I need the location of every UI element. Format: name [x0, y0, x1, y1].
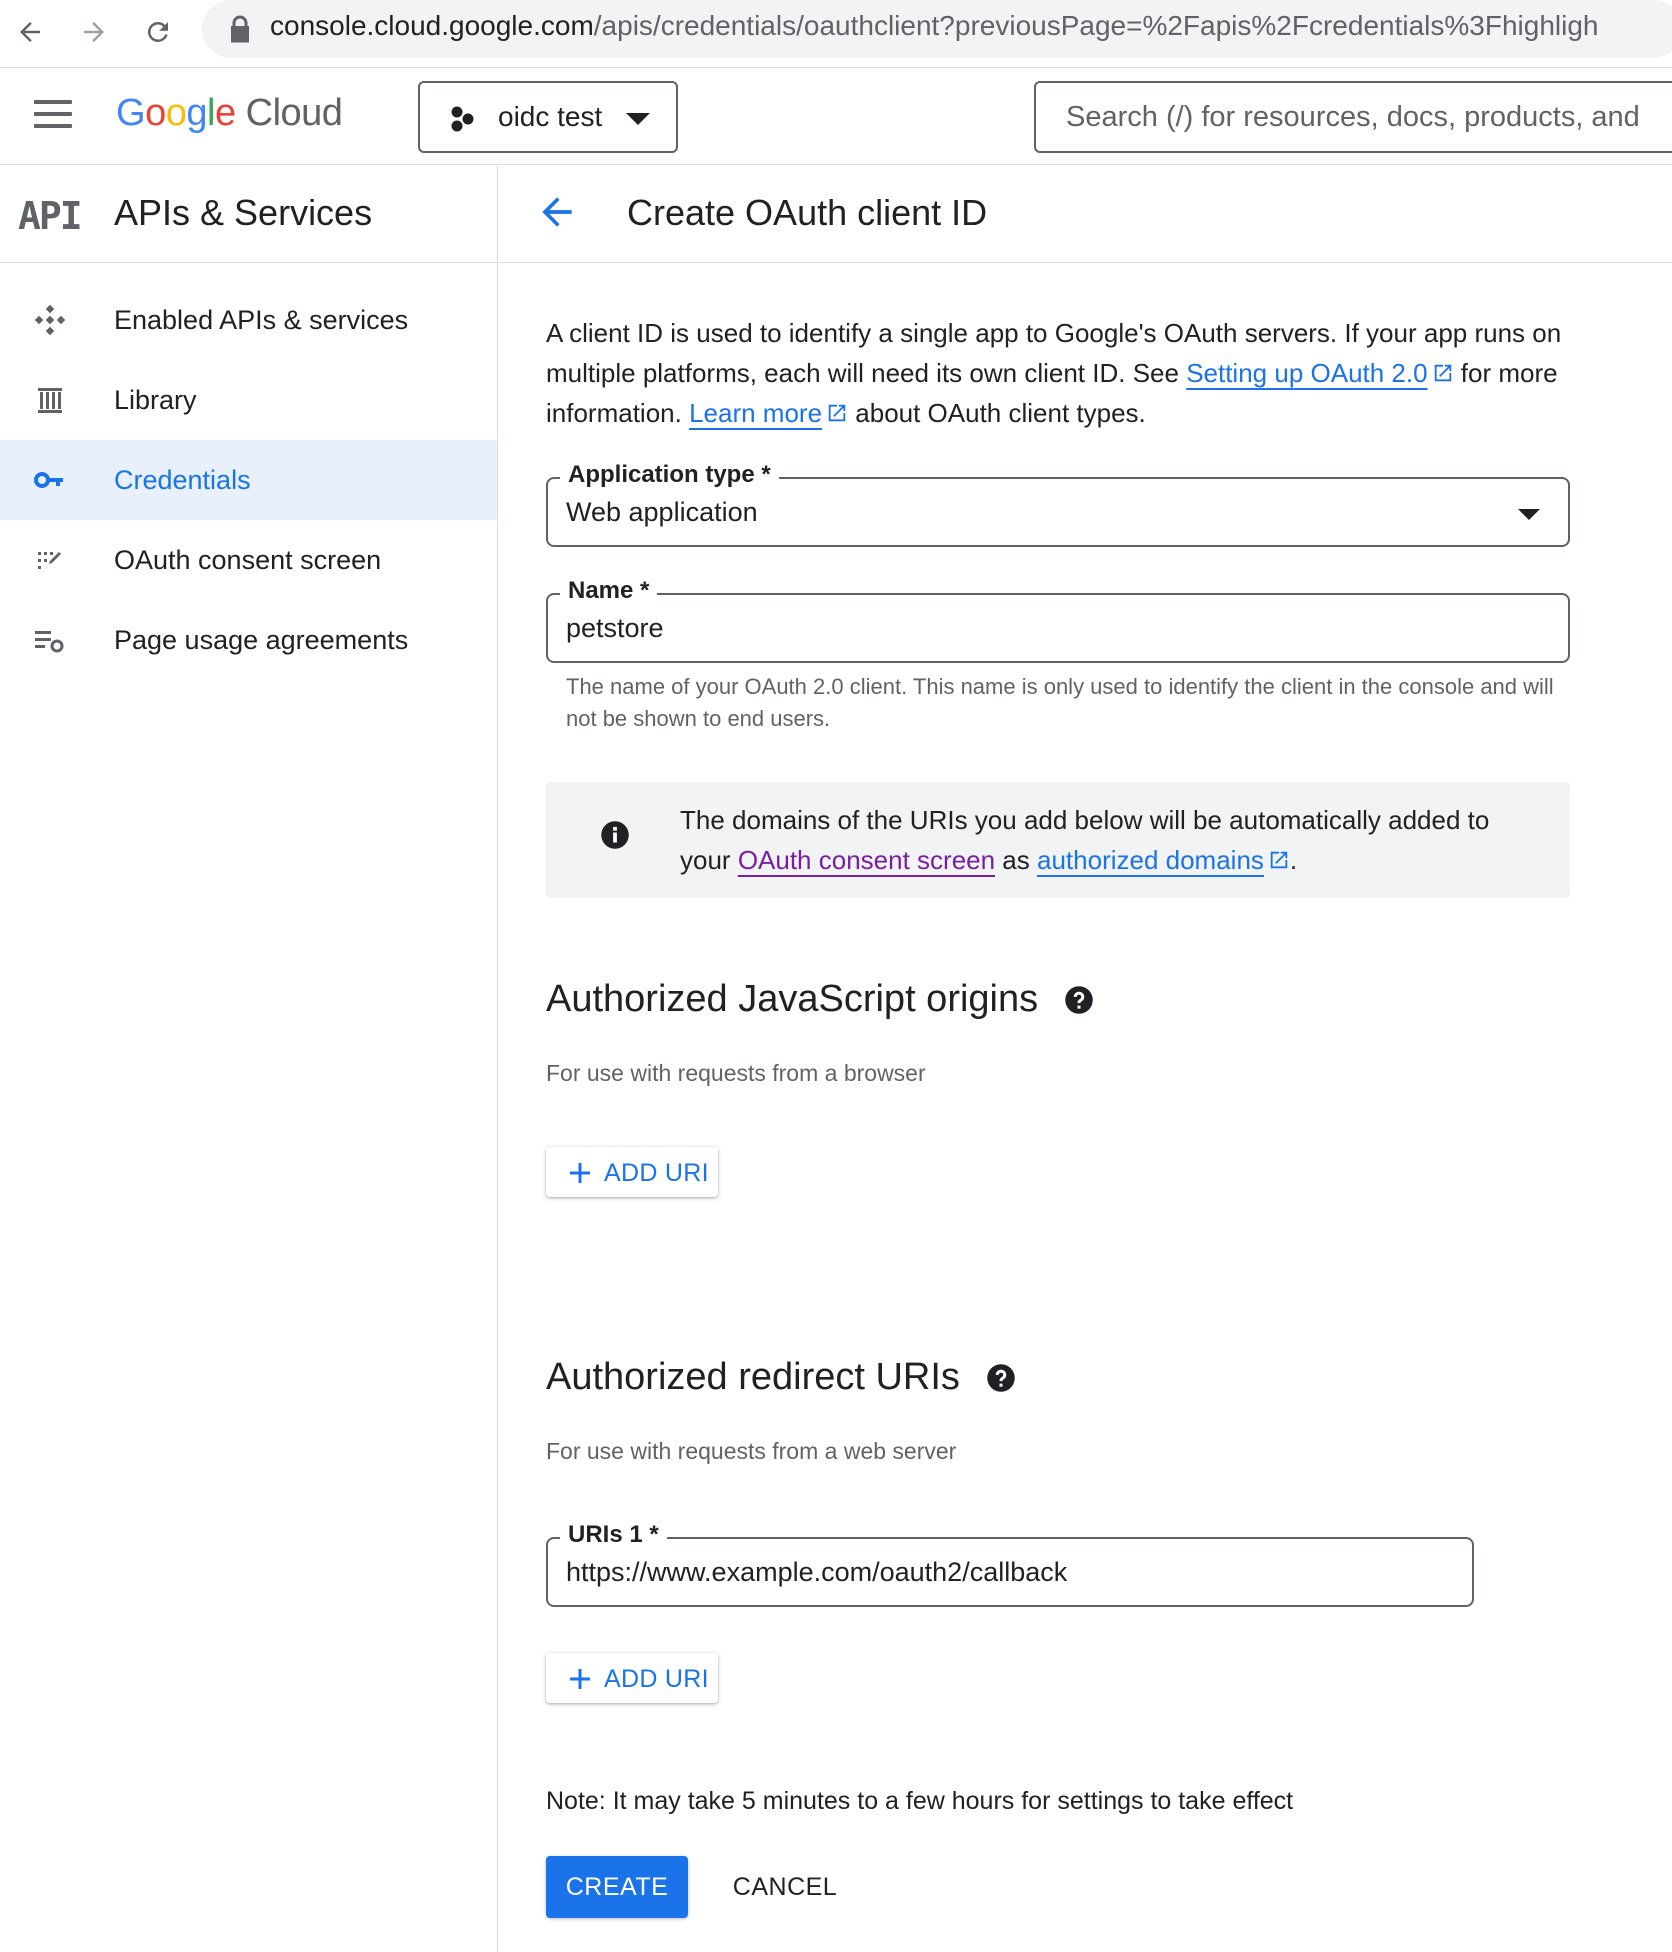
sidebar-item-credentials[interactable]: [0, 440, 497, 520]
sidebar-header: [0, 166, 497, 263]
browser-toolbar: [0, 0, 1672, 68]
lock-icon: [228, 14, 252, 44]
sidebar-item-label: Page usage agreements: [114, 625, 409, 655]
info-text-part: as: [995, 845, 1037, 875]
redirect-uris-subtitle: For use with requests from a web server: [546, 1438, 957, 1464]
key-icon: [32, 464, 68, 496]
info-text-part: The domains of the URIs you add below will be automatically added to your: [680, 805, 1490, 875]
add-redirect-uri-button[interactable]: [546, 1653, 718, 1703]
logo-letter: o: [165, 92, 187, 134]
logo-letter: g: [186, 92, 207, 134]
add-uri-label: ADD URI: [604, 1159, 709, 1187]
library-icon: [32, 384, 68, 416]
url-host: console.cloud.google.com: [270, 10, 594, 41]
redirect-uris-heading: [546, 1356, 1016, 1399]
info-text: [680, 800, 1540, 880]
project-name: oidc test: [498, 101, 603, 132]
logo-letter: e: [214, 92, 236, 134]
api-logo-icon: API: [18, 194, 81, 238]
caret-down-icon: [626, 113, 650, 125]
address-bar[interactable]: [202, 0, 1672, 58]
info-banner: [546, 782, 1570, 898]
create-button[interactable]: CREATE: [546, 1856, 688, 1918]
intro-text-part: A client ID is used to identify a single app to Google's OAuth servers. If your app runs on multiple platforms, each will need its own client ID. See: [546, 318, 1562, 388]
oauth-consent-screen-link[interactable]: OAuth consent screen: [737, 845, 996, 875]
logo-cloud-text: Cloud: [245, 92, 343, 134]
add-uri-label: ADD URI: [604, 1665, 709, 1693]
add-js-origin-uri-button[interactable]: [546, 1147, 718, 1197]
learn-more-link[interactable]: Learn more: [689, 398, 823, 428]
settings-note: Note: It may take 5 minutes to a few hours for settings to take effect: [546, 1787, 1294, 1815]
logo-letter: l: [206, 92, 215, 134]
sidebar-item-library[interactable]: [0, 360, 497, 440]
redirect-uri-1-field[interactable]: [546, 1521, 1474, 1607]
external-link-icon: [826, 402, 848, 424]
url-text: [270, 10, 1598, 42]
js-origins-subtitle: For use with requests from a browser: [546, 1060, 926, 1086]
browser-forward-button[interactable]: [66, 4, 122, 60]
js-origins-heading: [546, 978, 1094, 1021]
arrow-right-icon: [79, 17, 109, 47]
info-text-part: .: [1289, 845, 1298, 875]
sidebar-item-label: OAuth consent screen: [114, 545, 382, 575]
cancel-button[interactable]: CANCEL: [732, 1872, 838, 1901]
browser-back-button[interactable]: [2, 4, 58, 60]
help-icon[interactable]: [986, 1363, 1016, 1393]
enabled-apis-icon: [32, 304, 68, 336]
reload-icon: [143, 17, 173, 47]
application-type-value: Web application: [566, 497, 758, 527]
project-selector[interactable]: [418, 81, 678, 153]
page-header: [499, 166, 1672, 263]
sidebar-item-label: Enabled APIs & services: [114, 305, 409, 335]
logo-letter: G: [116, 92, 146, 134]
sidebar-item-label: Credentials: [114, 465, 251, 495]
logo-letter: o: [145, 92, 166, 134]
caret-down-icon: [1518, 509, 1540, 520]
application-type-label: Application type *: [560, 461, 779, 489]
arrow-left-icon: [15, 17, 45, 47]
hamburger-menu-icon[interactable]: [34, 100, 72, 130]
url-path: /apis/credentials/oauthclient?previousPage=%2Fapis%2Fcredentials%3Fhighligh: [593, 10, 1599, 41]
search-input[interactable]: [1066, 95, 1666, 139]
google-cloud-logo[interactable]: [116, 92, 342, 135]
intro-text-part: for more information.: [546, 358, 1558, 428]
name-label: Name *: [560, 577, 657, 605]
project-hexagons-icon: [448, 105, 476, 133]
page-title: Create OAuth client ID: [627, 192, 988, 233]
console-header: [0, 68, 1672, 165]
application-type-select[interactable]: [546, 461, 1570, 547]
external-link-icon: [1268, 849, 1290, 871]
setting-up-oauth-link[interactable]: Setting up OAuth 2.0: [1186, 358, 1428, 388]
consent-screen-icon: [32, 544, 68, 576]
intro-text: [546, 313, 1586, 433]
back-arrow-icon[interactable]: [535, 190, 579, 234]
sidebar-title: APIs & Services: [114, 192, 373, 233]
redirect-uris-title: Authorized redirect URIs: [546, 1356, 960, 1398]
help-icon[interactable]: [1064, 985, 1094, 1015]
plus-icon: [568, 1667, 592, 1691]
intro-text-part: about OAuth client types.: [848, 398, 1146, 428]
external-link-icon: [1432, 362, 1454, 384]
sidebar-item-oauth-consent[interactable]: [0, 520, 497, 600]
name-field[interactable]: [546, 577, 1570, 663]
sidebar-item-page-usage[interactable]: [0, 600, 497, 680]
info-icon: [600, 820, 630, 850]
sidebar: [0, 166, 498, 1952]
sidebar-item-label: Library: [114, 385, 197, 415]
logo-google-text: [116, 92, 236, 134]
authorized-domains-link[interactable]: authorized domains: [1037, 845, 1264, 875]
settings-list-icon: [32, 624, 68, 656]
browser-reload-button[interactable]: [130, 4, 186, 60]
search-box[interactable]: [1034, 81, 1672, 153]
plus-icon: [568, 1161, 592, 1185]
name-helper-text: The name of your OAuth 2.0 client. This name is only used to identify the client in the console and will not be shown to end users.: [566, 674, 1554, 731]
redirect-uri-1-label: URIs 1 *: [560, 1521, 667, 1549]
sidebar-item-enabled-apis[interactable]: [0, 280, 497, 360]
js-origins-title: Authorized JavaScript origins: [546, 978, 1039, 1020]
name-value: petstore: [566, 613, 664, 643]
redirect-uri-1-value: https://www.example.com/oauth2/callback: [566, 1557, 1068, 1587]
